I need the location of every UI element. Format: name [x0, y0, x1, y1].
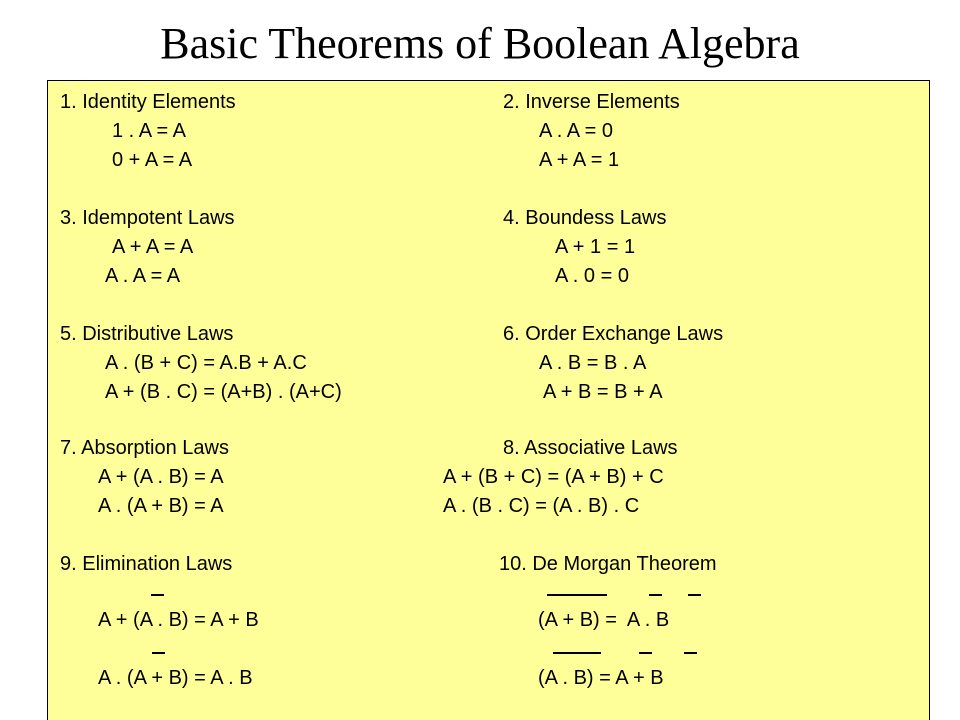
- slide-title: Basic Theorems of Boolean Algebra: [160, 19, 800, 68]
- associative-eq1: A + (B + C) = (A + B) + C: [443, 466, 664, 488]
- boundess-eq1: A + 1 = 1: [555, 236, 636, 258]
- identity-eq2: 0 + A = A: [112, 149, 193, 171]
- idempotent-eq2: A . A = A: [105, 265, 181, 287]
- boundess-eq2: A . 0 = 0: [555, 265, 629, 287]
- absorption-heading: 7. Absorption Laws: [60, 437, 229, 459]
- order-exchange-eq1: A . B = B . A: [539, 352, 647, 374]
- order-exchange-heading: 6. Order Exchange Laws: [503, 323, 724, 345]
- associative-eq2: A . (B . C) = (A . B) . C: [443, 495, 640, 517]
- idempotent-eq1: A + A = A: [112, 236, 194, 258]
- order-exchange-eq2: A + B = B + A: [543, 381, 663, 403]
- distributive-heading: 5. Distributive Laws: [60, 323, 234, 345]
- de-morgan-eq2-overbar-b: [684, 652, 697, 654]
- inverse-heading: 2. Inverse Elements: [503, 91, 680, 113]
- boundess-heading: 4. Boundess Laws: [503, 207, 667, 229]
- absorption-eq2: A . (A + B) = A: [98, 495, 224, 517]
- elimination-eq1-overbar: [151, 594, 164, 596]
- elimination-eq2-overbar: [152, 652, 165, 654]
- de-morgan-eq1-overbar-b: [688, 594, 701, 596]
- elimination-eq1: A + (A . B) = A + B: [98, 609, 259, 631]
- inverse-eq1: A . A = 0: [539, 120, 613, 142]
- de-morgan-eq1: (A + B) = A . B: [538, 609, 670, 631]
- identity-eq1: 1 . A = A: [112, 120, 186, 142]
- identity-heading: 1. Identity Elements: [60, 91, 236, 113]
- de-morgan-eq2-overbar-a: [639, 652, 652, 654]
- de-morgan-heading: 10. De Morgan Theorem: [499, 553, 717, 575]
- de-morgan-eq2-overbar-left: [553, 652, 601, 654]
- inverse-eq2: A + A = 1: [539, 149, 620, 171]
- elimination-eq2: A . (A + B) = A . B: [98, 667, 253, 689]
- de-morgan-eq2: (A . B) = A + B: [538, 667, 664, 689]
- distributive-eq2: A + (B . C) = (A+B) . (A+C): [105, 381, 342, 403]
- elimination-heading: 9. Elimination Laws: [60, 553, 233, 575]
- de-morgan-eq1-overbar-a: [649, 594, 662, 596]
- distributive-eq1: A . (B + C) = A.B + A.C: [105, 352, 307, 374]
- idempotent-heading: 3. Idempotent Laws: [60, 207, 235, 229]
- de-morgan-eq1-overbar-left: [547, 594, 607, 596]
- theorems-panel: [47, 80, 930, 720]
- absorption-eq1: A + (A . B) = A: [98, 466, 224, 488]
- associative-heading: 8. Associative Laws: [503, 437, 678, 459]
